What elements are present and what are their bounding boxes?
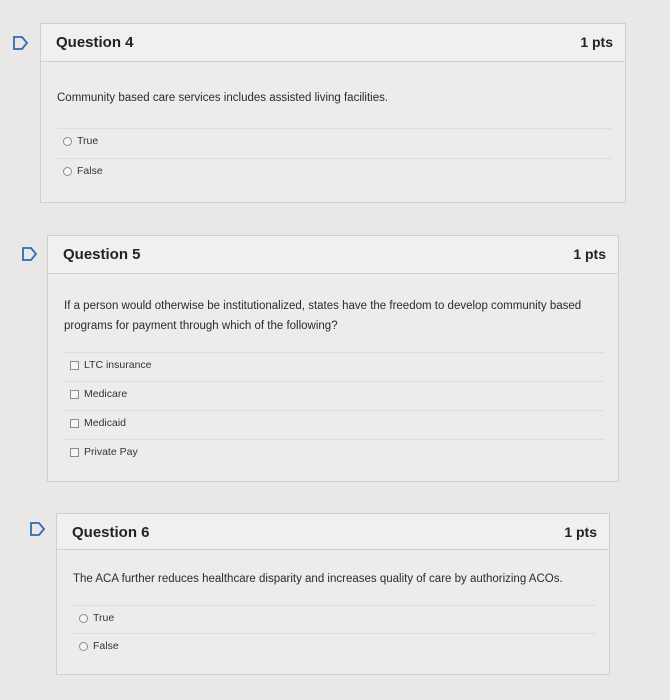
answer-label: True xyxy=(77,135,99,147)
answer-label: Private Pay xyxy=(84,446,138,458)
question-text: If a person would otherwise be institutionalized, states have the freedom to develop community based programs for payment through which of the following? xyxy=(64,300,582,332)
flag-question-icon[interactable] xyxy=(22,247,38,261)
radio-button[interactable] xyxy=(63,167,72,176)
question-card xyxy=(47,235,619,482)
question-text: Community based care services includes assisted living facilities. xyxy=(57,92,389,104)
checkbox[interactable] xyxy=(70,419,79,428)
flag-question-icon[interactable] xyxy=(30,522,46,536)
answer-option[interactable] xyxy=(64,410,604,438)
question-title: Question 4 xyxy=(56,34,134,51)
question-header xyxy=(41,24,625,62)
radio-button[interactable] xyxy=(63,137,72,146)
answer-label: Medicare xyxy=(84,388,128,400)
answer-label: False xyxy=(77,165,103,177)
question-points: 1 pts xyxy=(573,246,606,262)
question-points: 1 pts xyxy=(580,34,613,50)
checkbox[interactable] xyxy=(70,361,79,370)
answer-label: LTC insurance xyxy=(84,359,152,371)
flag-question-icon[interactable] xyxy=(13,36,29,50)
answer-option[interactable] xyxy=(64,439,604,467)
question-points: 1 pts xyxy=(564,524,597,540)
question-header xyxy=(48,236,618,274)
question-title: Question 5 xyxy=(63,246,141,263)
answer-option[interactable] xyxy=(57,128,611,156)
answer-label: False xyxy=(93,640,119,652)
question-card xyxy=(40,23,626,203)
answer-option[interactable] xyxy=(64,352,604,380)
checkbox[interactable] xyxy=(70,390,79,399)
answer-label: Medicaid xyxy=(84,417,127,429)
radio-button[interactable] xyxy=(79,614,88,623)
radio-button[interactable] xyxy=(79,642,88,651)
question-title: Question 6 xyxy=(72,524,150,541)
answer-option[interactable] xyxy=(64,381,604,409)
answer-label: True xyxy=(93,612,115,624)
answer-option[interactable] xyxy=(73,605,595,633)
answer-option[interactable] xyxy=(57,158,611,186)
question-text: The ACA further reduces healthcare disparity and increases quality of care by authorizing ACOs. xyxy=(73,573,563,585)
question-card xyxy=(56,513,610,675)
answer-option[interactable] xyxy=(73,633,595,661)
question-header xyxy=(57,514,609,550)
checkbox[interactable] xyxy=(70,448,79,457)
